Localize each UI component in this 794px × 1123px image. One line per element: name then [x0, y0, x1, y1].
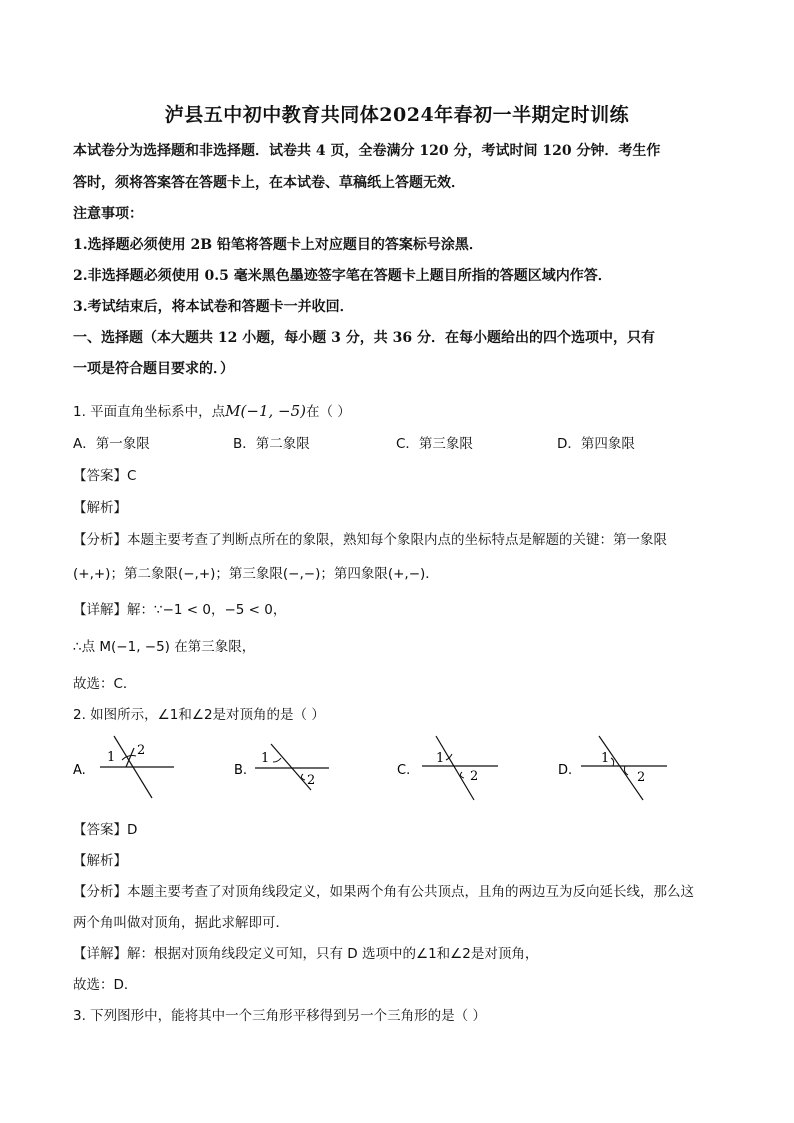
q2-fenxi-text: 本题主要考查了对顶角线段定义，如果两个角有公共顶点，且角的两边互为反向延长线，那么这: [127, 884, 694, 900]
q2-figure-c-label: C.: [397, 763, 411, 778]
q1-answer: [73, 464, 136, 484]
q1-detail-line-1: [73, 598, 286, 618]
q2-fenxi-tag: 【分析】: [73, 884, 127, 900]
q2-stem: 2. 如图所示，∠1和∠2是对顶角的是（ ）: [73, 707, 325, 723]
section-heading-line-1: 一、选择题（本大题共 12 小题，每小题 3 分，共 36 分．在每小题给出的四个选项中，只有: [73, 330, 655, 346]
q1-option-d: D．第四象限: [557, 436, 635, 452]
notes-item-1: 1.选择题必须使用 2B 铅笔将答题卡上对应题目的答案标号涂黑．: [73, 237, 483, 253]
q1-answer-value: C: [127, 468, 137, 484]
q1-detail-tag: 【详解】: [73, 602, 127, 618]
q2-fenxi-line-1: [73, 880, 694, 900]
q1-fenxi-line-1: [73, 528, 667, 548]
q2-a-angle-1: 1: [107, 750, 116, 765]
q1-conclusion: 故选：C．: [73, 676, 137, 692]
q2-detail-line-1: [73, 942, 538, 962]
q2-analysis-tag: 【解析】: [73, 853, 127, 869]
intro-line-2: 答时，须将答案答在答题卡上，在本试卷、草稿纸上答题无效．: [73, 175, 465, 191]
q1-detail-text: 解：∵−1 < 0，−5 < 0，: [127, 602, 287, 618]
q1-detail-line-2: ∴点 M(−1, −5) 在第三象限，: [73, 639, 256, 655]
q2-d-angle-2: 2: [637, 770, 646, 785]
q1-fenxi-tag: 【分析】: [73, 532, 127, 548]
q2-figure-b: [231, 732, 346, 802]
q1-fenxi-line-2: (+,+)；第二象限(−,+)；第三象限(−,−)；第四象限(+,−)．: [73, 566, 439, 582]
q2-figure-a-label: A.: [73, 763, 86, 778]
q1-option-a: A．第一象限: [73, 436, 150, 452]
q1-stem: [73, 400, 351, 420]
q2-d-angle-1: 1: [601, 751, 610, 766]
exam-title: 泸县五中初中教育共同体2024年春初一半期定时训练: [164, 104, 630, 126]
q2-answer-value: D: [127, 822, 138, 838]
q1-fenxi-text: 本题主要考查了判断点所在的象限，熟知每个象限内点的坐标特点是解题的关键：第一象限: [127, 532, 667, 548]
q2-c-transversal: [436, 736, 474, 800]
q2-d-arc-1: [611, 758, 614, 766]
notes-item-2: 2.非选择题必须使用 0.5 毫米黑色墨迹签字笔在答题卡上题目所指的答题区域内作答．: [73, 268, 612, 284]
q1-stem-post: 在（ ）: [306, 404, 351, 420]
q2-figure-b-label: B.: [234, 763, 248, 778]
notes-item-3: 3.考试结束后，将本试卷和答题卡一并收回．: [73, 299, 354, 315]
q2-b-arc-1: [273, 758, 281, 762]
q2-conclusion: 故选：D．: [73, 977, 138, 993]
q1-point: M(−1, −5): [225, 402, 306, 420]
q2-detail-text: 解：根据对顶角线段定义可知，只有 D 选项中的∠1和∠2是对顶角，: [127, 946, 539, 962]
q1-answer-tag: 【答案】: [73, 468, 127, 484]
q2-figure-a: [70, 732, 185, 802]
q2-figure-d-label: D.: [558, 763, 573, 778]
q2-figure-d: [555, 732, 675, 802]
q2-c-angle-1: 1: [436, 751, 445, 766]
q2-b-angle-1: 1: [261, 751, 270, 766]
q2-answer-tag: 【答案】: [73, 822, 127, 838]
section-heading-line-2: 一项是符合题目要求的．）: [73, 361, 234, 377]
q1-analysis-tag: 【解析】: [73, 500, 127, 516]
q2-c-angle-2: 2: [470, 769, 479, 784]
q1-stem-pre: 1. 平面直角坐标系中，点: [73, 404, 226, 420]
q2-b-transversal: [271, 744, 311, 790]
notes-heading: 注意事项：: [73, 206, 143, 222]
q2-figure-c: [394, 732, 509, 802]
q1-option-b: B．第二象限: [233, 436, 310, 452]
q1-option-c: C．第三象限: [396, 436, 473, 452]
intro-line-1: 本试卷分为选择题和非选择题．试卷共 4 页，全卷满分 120 分，考试时间 120 分钟．考生作: [73, 143, 661, 159]
q3-stem: 3. 下列图形中，能将其中一个三角形平移得到另一个三角形的是（ ）: [73, 1008, 486, 1024]
q2-a-angle-2: 2: [137, 743, 146, 758]
q2-detail-tag: 【详解】: [73, 946, 127, 962]
q2-answer: [73, 818, 137, 838]
q2-d-transversal: [599, 736, 646, 800]
q2-b-angle-2: 2: [307, 773, 316, 788]
q2-fenxi-line-2: 两个角叫做对顶角，据此求解即可．: [73, 915, 289, 931]
